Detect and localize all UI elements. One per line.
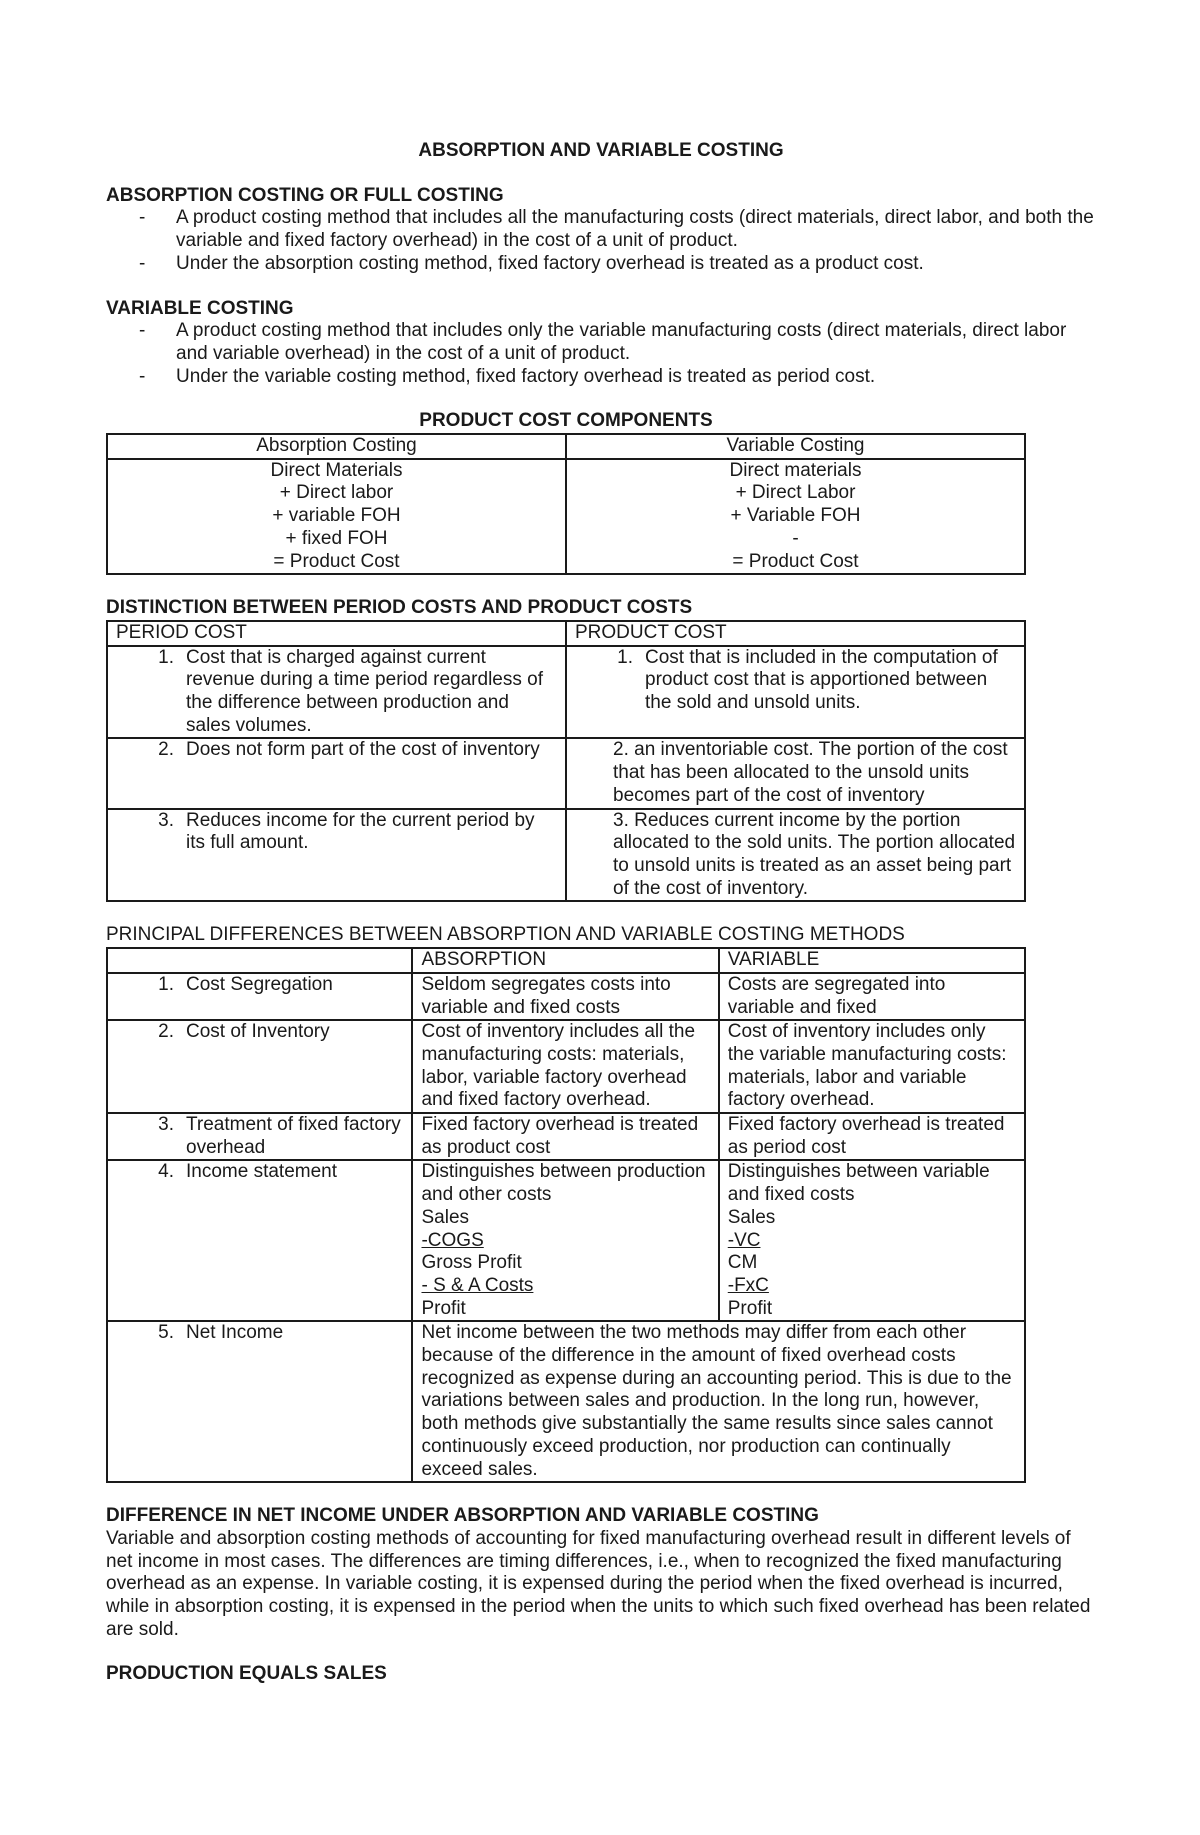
table-header-row <box>107 621 1025 646</box>
column-header: Variable Costing <box>566 434 1025 459</box>
row-number: 1. <box>158 973 174 995</box>
column-header: ABSORPTION <box>412 948 718 973</box>
variable-components-cell <box>566 459 1025 575</box>
component-line: = Product Cost <box>732 550 859 572</box>
criterion-label: Income statement <box>186 1161 338 1183</box>
criterion-label: Cost Segregation <box>186 973 333 995</box>
principal-heading: PRINCIPAL DIFFERENCES BETWEEN ABSORPTION AND VARIABLE COSTING METHODS <box>106 924 905 946</box>
column-header <box>107 948 412 973</box>
criterion-label: Cost of Inventory <box>186 1021 330 1043</box>
cell-text: Distinguishes between production and other costs <box>421 1161 706 1206</box>
table-header-row <box>107 434 1025 459</box>
bullet-item: - Under the absorption costing method, fixed factory overhead is treated as a product cost. <box>106 253 1096 276</box>
absorption-cell <box>412 1160 718 1321</box>
table-header-row <box>107 948 1025 973</box>
criterion-cell <box>107 1020 412 1113</box>
criterion-cell <box>107 973 412 1020</box>
variable-cell: Costs are segregated into variable and fixed <box>719 973 1025 1020</box>
table-row <box>107 1113 1025 1160</box>
product-cost-cell: 3. Reduces current income by the portion allocated to the sold units. The portion allocated to unsold units is treated as an asset being part of the cost of inventory. <box>566 809 1025 902</box>
row-number: 5. <box>158 1322 174 1344</box>
period-cost-cell <box>107 646 566 739</box>
cell-text: Distinguishes between variable and fixed costs <box>727 1161 990 1206</box>
absorption-cell: Fixed factory overhead is treated as product cost <box>412 1113 718 1160</box>
cell-text: Reduces income for the current period by its full amount. <box>186 809 535 854</box>
component-line: + Variable FOH <box>730 505 861 527</box>
criterion-cell <box>107 1113 412 1160</box>
product-cost-cell <box>566 646 1025 739</box>
column-header: Absorption Costing <box>107 434 566 459</box>
variable-cell: Cost of inventory includes only the variable manufacturing costs: materials, labor and variable factory overhead. <box>719 1020 1025 1113</box>
component-line: = Product Cost <box>273 550 400 572</box>
distinction-heading: DISTINCTION BETWEEN PERIOD COSTS AND PRODUCT COSTS <box>106 597 693 619</box>
criterion-label: Net Income <box>186 1322 284 1344</box>
statement-line: CM <box>727 1252 758 1274</box>
table-row <box>107 1160 1025 1321</box>
column-header: PRODUCT COST <box>566 621 1025 646</box>
variable-heading: VARIABLE COSTING <box>106 297 294 319</box>
criterion-cell <box>107 1321 412 1482</box>
row-number: 4. <box>158 1161 174 1183</box>
absorption-cell: Cost of inventory includes all the manufacturing costs: materials, labor, variable factory overhead and fixed factory overhead. <box>412 1020 718 1113</box>
component-line: + Direct labor <box>279 482 394 504</box>
statement-line: Profit <box>727 1297 773 1319</box>
net-income-cell: Net income between the two methods may differ from each other because of the difference in the amount of fixed overhead costs recognized as expense during an accounting period. This is due to the variations between sales and production. In the long run, however, both methods give substantially the same results since sales cannot continuously exceed production, nor production can continually exceed sales. <box>412 1321 1025 1482</box>
difference-heading: DIFFERENCE IN NET INCOME UNDER ABSORPTION AND VARIABLE COSTING <box>106 1505 819 1527</box>
period-cost-cell <box>107 809 566 902</box>
page-title: ABSORPTION AND VARIABLE COSTING <box>418 140 784 161</box>
statement-line: Gross Profit <box>421 1252 522 1274</box>
bullet-item: - Under the variable costing method, fixed factory overhead is treated as period cost. <box>106 366 1096 389</box>
criterion-cell <box>107 1160 412 1321</box>
absorption-bullets <box>106 207 1096 275</box>
variable-bullets <box>106 320 1096 388</box>
absorption-components-cell <box>107 459 566 575</box>
row-number: 1. <box>617 646 633 668</box>
table-row <box>107 1020 1025 1113</box>
product-cost-cell: 2. an inventoriable cost. The portion of the cost that has been allocated to the unsold units becomes part of the cost of inventory <box>566 738 1025 808</box>
components-section <box>106 410 1026 575</box>
row-number: 3. <box>158 1114 174 1136</box>
bullet-item: - A product costing method that includes all the manufacturing costs (direct materials, direct labor, and both the variable and fixed factory overhead) in the cost of a unit of product. <box>106 207 1096 252</box>
component-line: + fixed FOH <box>285 527 388 549</box>
table-row <box>107 738 1025 808</box>
table-row <box>107 459 1025 575</box>
table-row <box>107 809 1025 902</box>
table-row <box>107 646 1025 739</box>
component-line: Direct materials <box>729 459 862 481</box>
variable-cell <box>719 1160 1025 1321</box>
production-heading: PRODUCTION EQUALS SALES <box>106 1663 387 1685</box>
statement-line: -VC <box>727 1229 761 1251</box>
components-heading: PRODUCT COST COMPONENTS <box>419 410 713 432</box>
components-table <box>106 433 1026 575</box>
table-row <box>107 973 1025 1020</box>
cell-text: Does not form part of the cost of inventory <box>186 739 540 761</box>
distinction-table <box>106 620 1026 902</box>
column-header: PERIOD COST <box>107 621 566 646</box>
component-line: + Direct Labor <box>735 482 856 504</box>
row-number: 3. <box>158 809 174 831</box>
column-header: VARIABLE <box>719 948 1025 973</box>
statement-line: Profit <box>421 1297 466 1319</box>
component-line: Direct Materials <box>270 459 403 481</box>
criterion-label: Treatment of fixed factory overhead <box>186 1114 401 1158</box>
statement-line: Sales <box>421 1206 470 1228</box>
document-page <box>106 140 1096 1686</box>
cell-text: Cost that is charged against current revenue during a time period regardless of the difference between production and sales volumes. <box>186 646 543 736</box>
variable-cell: Fixed factory overhead is treated as period cost <box>719 1113 1025 1160</box>
statement-line: - S & A Costs <box>421 1274 534 1296</box>
row-number: 2. <box>158 739 174 761</box>
bullet-item: - A product costing method that includes only the variable manufacturing costs (direct materials, direct labor and variable overhead) in the cost of a unit of product. <box>106 320 1096 365</box>
period-cost-cell <box>107 738 566 808</box>
component-line: + variable FOH <box>272 505 401 527</box>
statement-line: Sales <box>727 1206 776 1228</box>
difference-paragraph: Variable and absorption costing methods of accounting for fixed manufacturing overhead result in different levels of net income in most cases. The differences are timing differences, i.e., when to recognized the fixed manufacturing overhead as an expense. In variable costing, it is expensed during the period when the fixed overhead is incurred, while in absorption costing, it is expensed in the period when the units to which such fixed overhead has been related are sold. <box>106 1527 1091 1640</box>
cell-text: Cost that is included in the computation of product cost that is apportioned between the sold and unsold units. <box>645 646 998 714</box>
row-number: 2. <box>158 1021 174 1043</box>
row-number: 1. <box>158 646 174 668</box>
statement-line: -FxC <box>727 1274 769 1296</box>
component-line: - <box>792 527 799 549</box>
absorption-heading: ABSORPTION COSTING OR FULL COSTING <box>106 184 504 206</box>
absorption-cell: Seldom segregates costs into variable and fixed costs <box>412 973 718 1020</box>
table-row <box>107 1321 1025 1482</box>
principal-differences-table <box>106 947 1026 1483</box>
statement-line: -COGS <box>421 1229 484 1251</box>
